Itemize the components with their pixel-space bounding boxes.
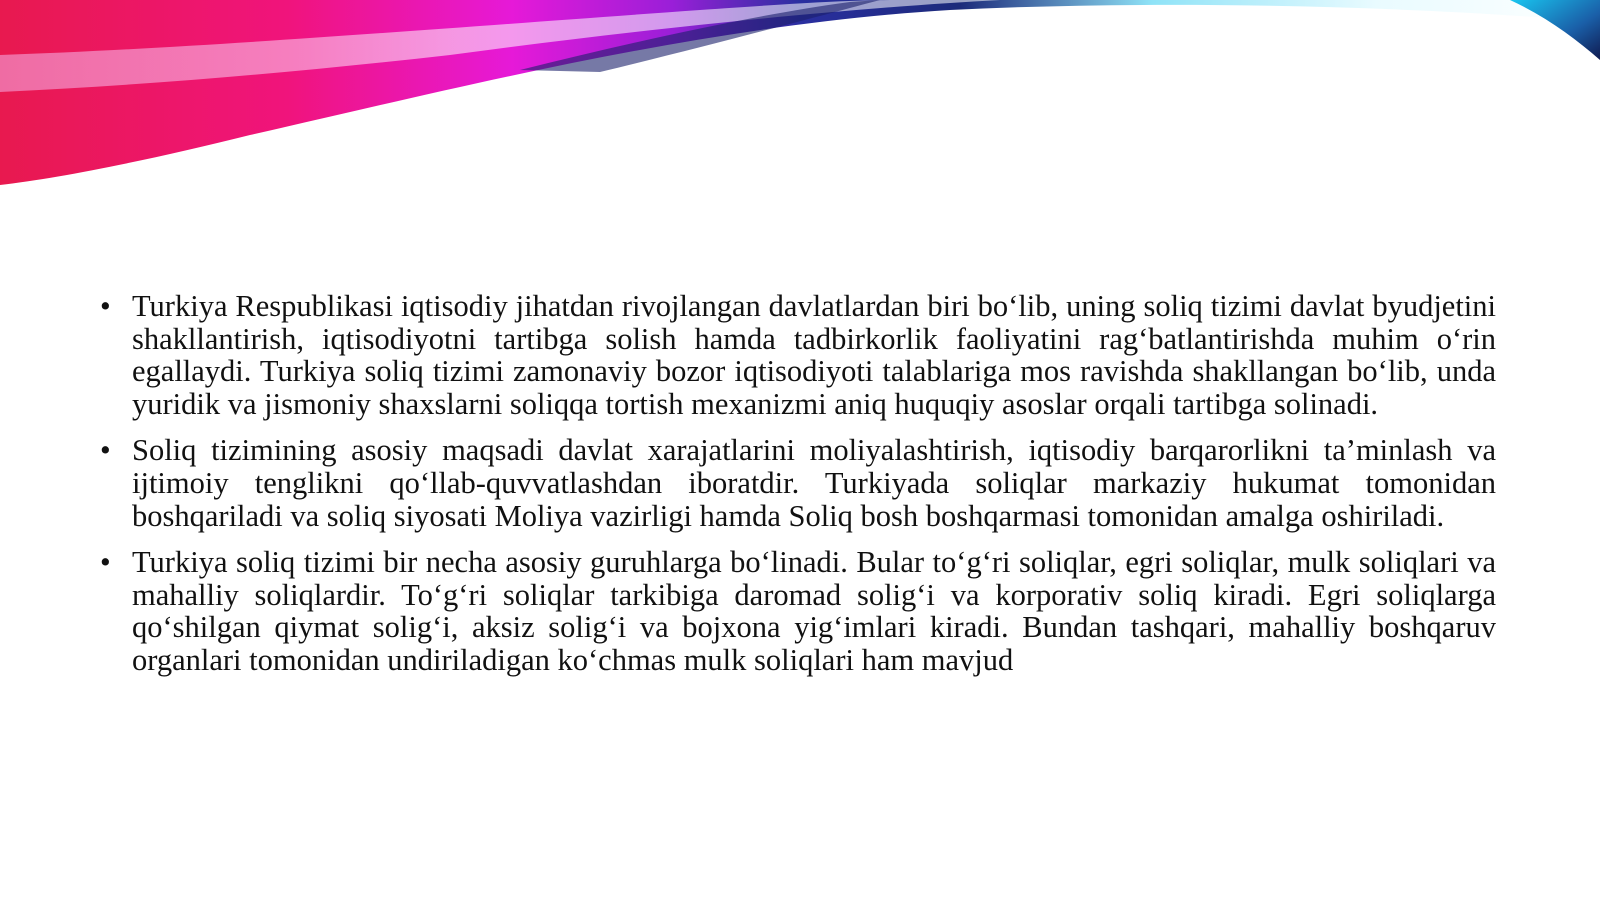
slide-body xyxy=(96,290,1496,691)
decorative-swoosh-banner xyxy=(0,0,1600,200)
bullet-dot-icon: • xyxy=(100,545,111,580)
bullet-item xyxy=(96,290,1496,420)
bullet-list xyxy=(96,290,1496,677)
bullet-text: Soliq tizimining asosiy maqsadi davlat xarajatlarini moliyalashtirish, iqtisodiy barqarorlikni ta’minlash va ijtimoiy tenglikni qo‘llab-quvvatlashdan iboratdir. Turkiyada soliqlar markaziy hukumat tomonidan boshqariladi va soliq siyosati Moliya vazirligi hamda Soliq bosh boshqarmasi tomonidan amalga oshiriladi. xyxy=(132,433,1496,533)
bullet-text: Turkiya soliq tizimi bir necha asosiy guruhlarga bo‘linadi. Bular to‘g‘ri soliqlar, egri soliqlar, mulk soliqlari va mahalliy soliqlardir. To‘g‘ri soliqlar tarkibiga daromad solig‘i va korporativ soliq kiradi. Egri soliqlarga qo‘shilgan qiymat solig‘i, aksiz solig‘i va bojxona yig‘imlari kiradi. Bundan tashqari, mahalliy boshqaruv organlari tomonidan undiriladigan ko‘chmas mulk soliqlari ham mavjud xyxy=(132,545,1496,677)
bullet-dot-icon: • xyxy=(100,433,111,468)
bullet-item xyxy=(96,546,1496,676)
bullet-item xyxy=(96,434,1496,532)
bullet-dot-icon: • xyxy=(100,289,111,323)
bullet-text: Turkiya Respublikasi iqtisodiy jihatdan rivojlangan davlatlardan biri bo‘lib, uning soliq tizimi davlat byudjetini shakllantirish, iqtisodiyotni tartibga solish hamda tadbirkorlik faoliyatini rag‘batlantirishda muhim o‘rin egallaydi. Turkiya soliq tizimi zamonaviy bozor iqtisodiyoti talablariga mos ravishda shakllangan bo‘lib, unda yuridik va jismoniy shaxslarni soliqqa tortish mexanizmi aniq huquqiy asoslar orqali tartibga solinadi. xyxy=(132,289,1496,421)
